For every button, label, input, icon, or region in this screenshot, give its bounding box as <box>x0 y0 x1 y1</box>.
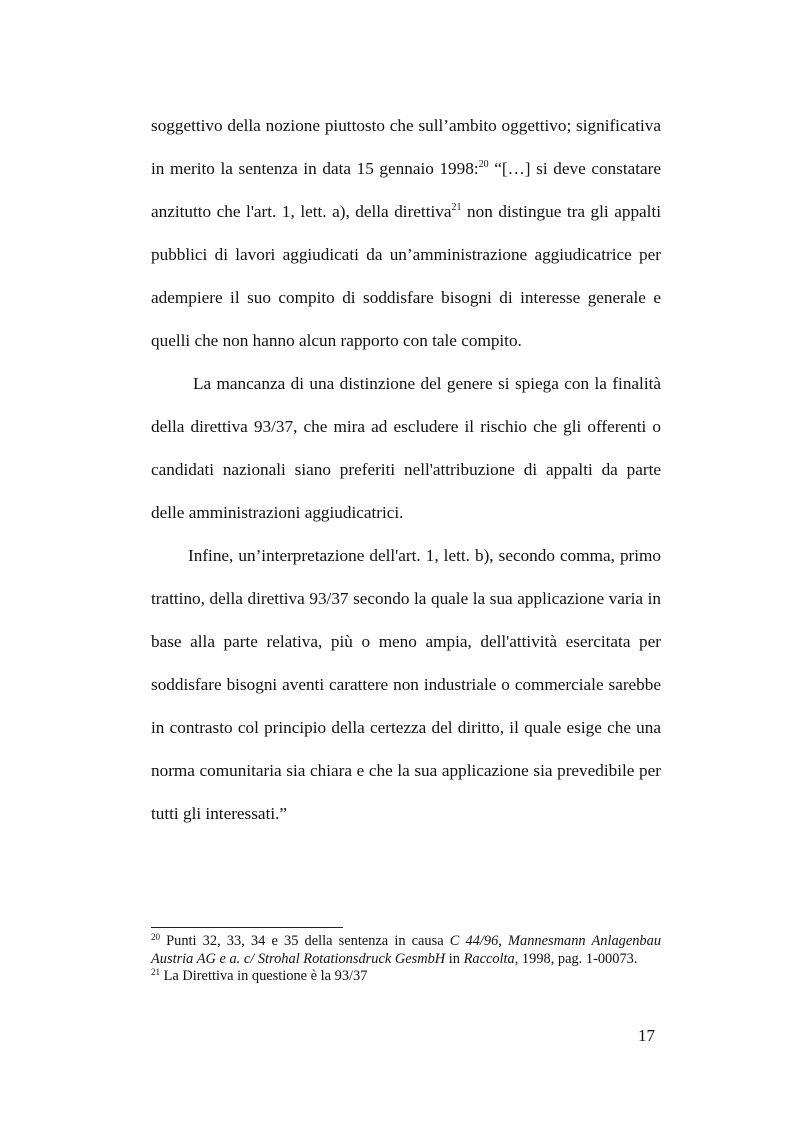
paragraph-1-text-a: soggettivo della nozione piuttosto che sull’ambito oggettivo; significativa in merito la sentenza in data 15 gennaio 1998: <box>151 116 661 178</box>
footnote-20-journal: Raccolta <box>463 950 515 967</box>
footnote-20-text-d: , 1998, pag. 1-00073. <box>514 950 638 967</box>
paragraph-1-text-c: non distingue tra gli appalti pubblici di lavori aggiudicati da un’amministrazione aggiudicatrice per adempiere il suo compito di soddisfare bisogni di interesse generale e quelli che non hanno alcun rapporto con tale compito. <box>151 202 662 350</box>
paragraph-3: Infine, un’interpretazione dell'art. 1, lett. b), secondo comma, primo trattino, della direttiva 93/37 secondo la quale la sua applicazione varia in base alla parte relativa, più o meno ampia, dell'attività esercitata per soddisfare bisogni aventi carattere non industriale o commerciale sarebbe in contrasto col principio della certezza del diritto, il quale esige che una norma comunitaria sia chiara e che la sua applicazione sia prevedibile per tutti gli interessati.” <box>151 546 661 823</box>
footnote-21 <box>151 968 661 986</box>
page-number: 17 <box>638 1026 655 1045</box>
footnote-20-text-c: in <box>445 950 464 967</box>
paragraph-2: La mancanza di una distinzione del genere si spiega con la finalità della direttiva 93/37, che mira ad escludere il rischio che gli offerenti o candidati nazionali siano preferiti nell'attribuzione di appalti da parte delle amministrazioni aggiudicatrici. <box>151 374 661 522</box>
footnote-ref-20[interactable]: 20 <box>478 159 489 170</box>
paragraph-1-text-b: “[…] si deve constatare anzitutto che l'art. 1, lett. a), della direttiva <box>151 159 661 221</box>
footnote-21-text: La Direttiva in questione è la 93/37 <box>160 968 368 984</box>
footnote-20-number: 20 <box>151 932 160 942</box>
footnote-separator <box>151 927 343 928</box>
footnote-ref-21[interactable]: 21 <box>451 202 462 213</box>
footnote-20-text-b: , <box>498 933 509 949</box>
footnote-21-number: 21 <box>151 967 160 977</box>
footnote-20-case-ref: C 44/96 <box>449 933 499 949</box>
footnote-20-text-a: Punti 32, 33, 34 e 35 della sentenza in causa <box>160 933 450 949</box>
footnote-20-parties: Mannesmann Anlagenbau Austria AG e a. c/ Strohal Rotationsdruck GesmbH <box>151 933 662 967</box>
footnotes <box>151 933 661 986</box>
paragraph-1 <box>151 104 661 362</box>
footnote-20 <box>151 933 661 968</box>
main-text <box>151 104 661 835</box>
